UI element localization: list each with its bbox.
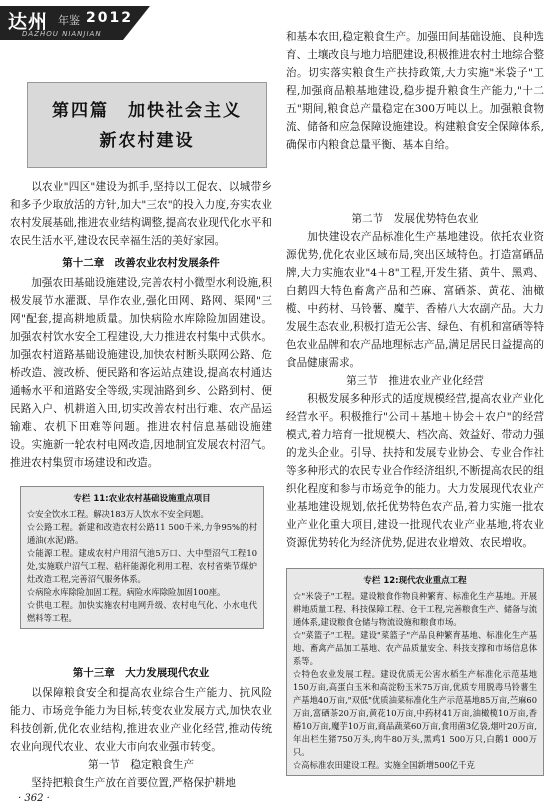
panel-11-item: ☆安全饮水工程。解决183万人饮水不安全问题。	[27, 509, 209, 519]
header-year: 2012	[86, 10, 133, 26]
panel-12	[286, 568, 544, 776]
section-3-title: 第三节 推进农业产业化经营	[346, 375, 484, 387]
panel-12-item: ☆特色农业发展工程。建设优质无公害水稻生产标准化示范基地150万亩,高蛋白玉米和高淀粉玉米75万亩,优质专用脱毒马铃薯生产基地40万亩,"双低"优质油菜标准化生产示范基地85万亩,苎麻60万亩,富硒茶20万亩,黄花10万亩,中药材41万亩,油橄榄10万亩,香椿10万亩,魔芋10万亩,商品蔬菜60万亩,食用菌3亿袋,烟叶20万亩,年出栏生猪750万头,肉牛80万头,黑鸡1 500万只,白鹅1 000万只。	[293, 669, 537, 757]
chapter-12-title: 第十二章 改善农业农村发展条件	[62, 257, 220, 269]
chapter-12-body: 加强农田基础设施建设,完善农村小微型水利设施,积极发展节水灌溉、旱作农业,强化田网、路网、渠网"三网"配套,提高耕地质量。加快病险水库除险加固建设。加强农村饮水安全工程建设,大力推进农村集中式供水。加强农村道路基础设施建设,加快农村断头联网公路、危桥改造、渡改桥、便民路和客运站点建设,提高农村通达通畅水平和道路安全等级,实现油路到乡、公路到村、便民路入户、机耕道入田,切实改善农村出行难、农产品运输难、农机下田难等问题。推进农村信息基础设施建设。实施新一轮农村电网改造,因地制宜发展农村沼气。推进农村集贸市场建设和改造。	[10, 277, 272, 469]
header-title: 达州	[8, 11, 49, 33]
part-title-line1: 第四篇 加快社会主义	[52, 101, 242, 121]
chapter-13-title: 第十三章 大力发展现代农业	[72, 667, 210, 679]
header-pinyin: DAZHOU NIANJIAN	[22, 30, 102, 38]
chapter-13-body: 以保障粮食安全和提高农业综合生产能力、抗风险能力、市场竞争能力为目标,转变农业发展方式,加快农业科技创新,优化农业结构,推进农业产业化经营,推动传统农业向现代农业、农业大市向农业强市转变。	[10, 687, 272, 753]
section-2-body: 加快建设农产品标准化生产基地建设。依托农业资源优势,优化农业区域布局,突出区域特色。打造富硒品牌,大力实施农业"4＋8"工程,开发生猪、黄牛、黑鸡、白鹅四大特色畜禽产品和苎麻、富硒茶、黄花、油橄榄、中药材、马铃薯、魔芋、香椿八大农副产品。大力发展生态农业,积极打造无公害、绿色、有机和富硒等特色农业品牌和农产品地理标志产品,满足居民日益提高的食品健康需求。	[286, 231, 544, 369]
panel-12-title: 专栏 12:现代农业重点工程	[363, 576, 467, 586]
page-number: · 362 ·	[18, 793, 50, 804]
panel-11-item: ☆病险水库除险加固工程。病险水库除险加固100座。	[27, 587, 226, 597]
intro-paragraph: 以农业"四区"建设为抓手,坚持以工促农、以城带乡和多予少取放活的方针,加大"三农"的投入力度,夯实农业农村发展基础,推进农业结构调整,提高农业现代化水平和农民生活水平,建设农民幸福生活的美好家园。	[10, 181, 272, 247]
panel-11-item: ☆能源工程。建成农村户用沼气池5万口、大中型沼气工程10处,实施联户沼气工程、秸秆能源化利用工程、农村省柴节煤炉灶改造工程,完善沼气服务体系。	[27, 548, 257, 584]
panel-12-item: ☆"米袋子"工程。建设粮食作物良种繁育、标准化生产基地。开展耕地质量工程、科技保障工程、仓干工程,完善粮食生产、储备与流通体系,建设粮食仓储与物流设施和粮食市场。	[293, 591, 537, 627]
section-1-body: 坚持把粮食生产放在首要位置,严格保护耕地	[31, 777, 236, 789]
part-title-line2: 新农村建设	[99, 131, 195, 151]
header-year-label: 年鉴	[58, 14, 80, 27]
panel-12-item: ☆"菜篮子"工程。建设"菜篮子"产品良种繁育基地、标准化生产基地、畜禽产品加工基地、农产品质量安全、科技支撑和市场信息体系等。	[293, 630, 537, 666]
panel-11-item: ☆公路工程。新建和改造农村公路11 500千米,力争95%的村通油(水泥)路。	[27, 522, 257, 545]
panel-11-title: 专栏 11:农业农村基础设施重点项目	[73, 494, 211, 504]
section-2-title: 第二节 发展优势特色农业	[351, 213, 479, 225]
panel-11-item: ☆供电工程。加快实施农村电网升级、农村电气化、小水电代燃料等工程。	[27, 600, 257, 623]
panel-11	[20, 486, 264, 629]
section-1-title: 第一节 稳定粮食生产	[88, 759, 194, 771]
continued-paragraph: 和基本农田,稳定粮食生产。加强田间基础设施、良种选育、土壤改良与地力培肥建设,积极推进农村土地综合整治。切实落实粮食生产扶持政策,大力实施"米袋子"工程,加强商品粮基地建设,稳步提升粮食生产能力,"十二五"期间,粮食总产量稳定在300万吨以上。加强粮食物流、储备和应急保障设施建设。构建粮食安全保障体系,确保市内粮食总量平衡、基本自给。	[286, 31, 544, 151]
panel-12-item: ☆高标准农田建设工程。实施全国新增500亿千克	[293, 760, 475, 770]
part-title-box	[27, 82, 267, 168]
section-3-body: 积极发展多种形式的适度规模经营,提高农业产业化经营水平。积极推行"公司＋基地＋协会＋农户"的经营模式,着力培育一批规模大、档次高、效益好、带动力强的龙头企业。引导、扶持和发展专业协会、专业合作社等多种形式的农民专业合作经济组织,不断提高农民的组织化程度和参与市场竞争的能力。大力发展现代农业产业基地建设规划,依托优势特色农产品,着力实施一批农业产业化重大项目,建设一批现代农业产业基地,将农业资源优势转化为经济优势,促进农业增效、农民增收。	[286, 393, 544, 549]
